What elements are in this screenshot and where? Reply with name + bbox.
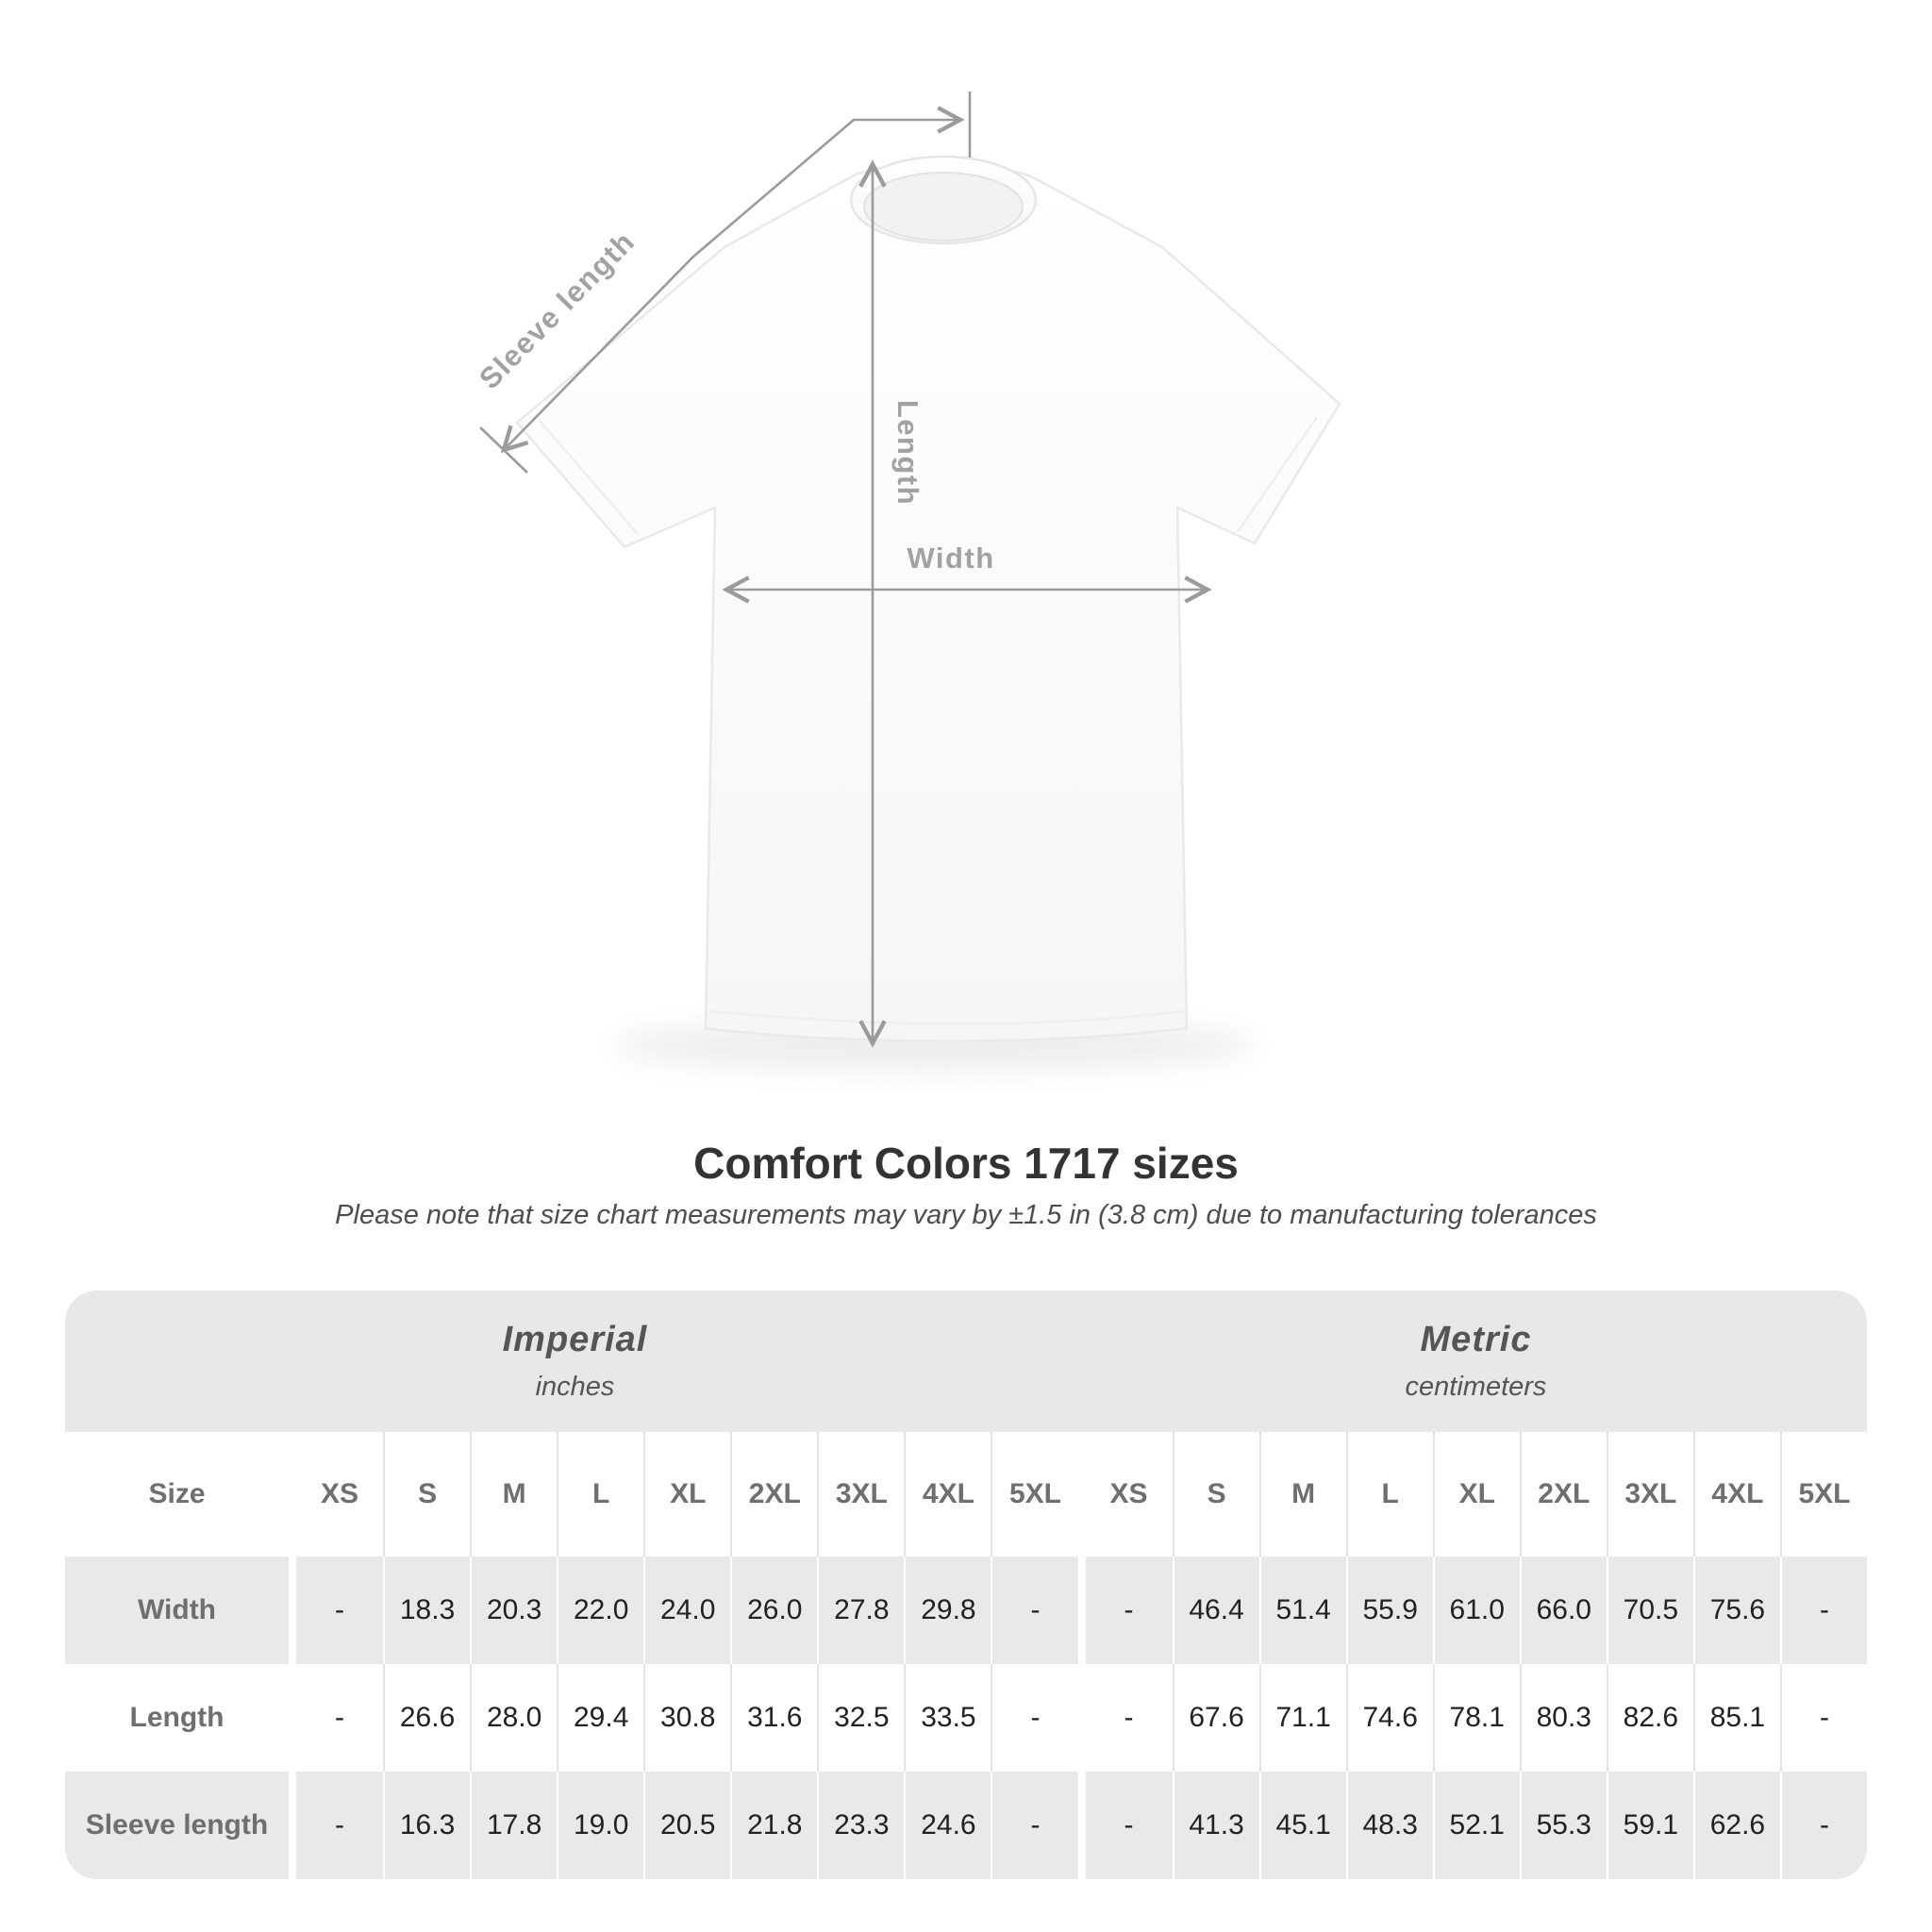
value-cell: 30.8	[643, 1664, 730, 1772]
value-cell: 33.5	[904, 1664, 991, 1772]
size-col-header: 2XL	[1520, 1432, 1607, 1557]
length-label: Length	[891, 399, 924, 507]
size-col-header: 5XL	[991, 1432, 1077, 1557]
value-cell: 24.0	[643, 1557, 730, 1664]
value-cell: -	[991, 1772, 1077, 1879]
value-cell: 71.1	[1259, 1664, 1346, 1772]
size-col-header: 4XL	[1693, 1432, 1780, 1557]
value-cell: 46.4	[1173, 1557, 1259, 1664]
imperial-title: Imperial	[502, 1320, 648, 1359]
value-cell: 29.4	[557, 1664, 643, 1772]
divider	[289, 1557, 296, 1664]
page-title: Comfort Colors 1717 sizes	[693, 1139, 1239, 1188]
value-cell: 22.0	[557, 1557, 643, 1664]
row-label-width: Width	[65, 1557, 289, 1664]
value-cell: 32.5	[817, 1664, 904, 1772]
value-cell: -	[991, 1557, 1077, 1664]
value-cell: 26.6	[383, 1664, 470, 1772]
value-cell: 29.8	[904, 1557, 991, 1664]
imperial-header	[65, 1291, 1085, 1432]
value-cell: 61.0	[1433, 1557, 1520, 1664]
value-cell: 45.1	[1259, 1772, 1346, 1879]
size-col-header: XS	[296, 1432, 383, 1557]
value-cell: 20.5	[643, 1772, 730, 1879]
unit-divider	[1078, 1772, 1086, 1879]
table-row-sleeve-length	[65, 1772, 1867, 1879]
size-col-header: S	[1173, 1432, 1259, 1557]
value-cell: 78.1	[1433, 1664, 1520, 1772]
size-header-row	[65, 1432, 1867, 1557]
value-cell: -	[1086, 1557, 1173, 1664]
value-cell: 74.6	[1346, 1664, 1433, 1772]
value-cell: 55.3	[1520, 1772, 1607, 1879]
size-col-header: M	[1259, 1432, 1346, 1557]
size-table	[65, 1291, 1867, 1879]
size-col-header: XL	[1433, 1432, 1520, 1557]
size-col-header: 2XL	[730, 1432, 817, 1557]
value-cell: -	[1780, 1664, 1867, 1772]
size-col-header: 4XL	[904, 1432, 991, 1557]
value-cell: 31.6	[730, 1664, 817, 1772]
value-cell: -	[296, 1557, 383, 1664]
metric-header	[1085, 1291, 1867, 1432]
tshirt-body	[517, 166, 1340, 1041]
value-cell: 16.3	[383, 1772, 470, 1879]
value-cell: 41.3	[1173, 1772, 1259, 1879]
value-cell: -	[296, 1664, 383, 1772]
table-row-width	[65, 1557, 1867, 1664]
value-cell: 20.3	[470, 1557, 557, 1664]
sleeve-length-label: Sleeve length	[473, 225, 641, 396]
value-cell: -	[1086, 1772, 1173, 1879]
value-cell: 62.6	[1693, 1772, 1780, 1879]
unit-divider	[1078, 1432, 1086, 1557]
row-label-length: Length	[65, 1664, 289, 1772]
width-label: Width	[907, 541, 995, 575]
size-col-header: L	[1346, 1432, 1433, 1557]
value-cell: 21.8	[730, 1772, 817, 1879]
value-cell: -	[1780, 1772, 1867, 1879]
tshirt-collar-inner	[864, 173, 1023, 241]
value-cell: 17.8	[470, 1772, 557, 1879]
size-col-header: 3XL	[1607, 1432, 1693, 1557]
value-cell: 66.0	[1520, 1557, 1607, 1664]
value-cell: -	[296, 1772, 383, 1879]
value-cell: 82.6	[1607, 1664, 1693, 1772]
metric-title: Metric	[1420, 1320, 1532, 1359]
divider	[289, 1772, 296, 1879]
value-cell: -	[1780, 1557, 1867, 1664]
value-cell: 26.0	[730, 1557, 817, 1664]
unit-header-band	[65, 1291, 1867, 1432]
size-col-header: 3XL	[817, 1432, 904, 1557]
value-cell: 55.9	[1346, 1557, 1433, 1664]
row-label-sleeve-length: Sleeve length	[65, 1772, 289, 1879]
unit-divider	[1078, 1557, 1086, 1664]
value-cell: 51.4	[1259, 1557, 1346, 1664]
value-cell: 80.3	[1520, 1664, 1607, 1772]
divider	[289, 1432, 296, 1557]
value-cell: 67.6	[1173, 1664, 1259, 1772]
value-cell: 19.0	[557, 1772, 643, 1879]
value-cell: 18.3	[383, 1557, 470, 1664]
value-cell: -	[1086, 1664, 1173, 1772]
value-cell: -	[991, 1664, 1077, 1772]
divider	[289, 1664, 296, 1772]
size-header-label: Size	[65, 1432, 289, 1557]
size-col-header: 5XL	[1780, 1432, 1867, 1557]
size-col-header: M	[470, 1432, 557, 1557]
unit-divider	[1078, 1664, 1086, 1772]
size-col-header: XS	[1086, 1432, 1173, 1557]
value-cell: 23.3	[817, 1772, 904, 1879]
value-cell: 52.1	[1433, 1772, 1520, 1879]
value-cell: 85.1	[1693, 1664, 1780, 1772]
table-row-length	[65, 1664, 1867, 1772]
size-col-header: XL	[643, 1432, 730, 1557]
value-cell: 70.5	[1607, 1557, 1693, 1664]
value-cell: 75.6	[1693, 1557, 1780, 1664]
metric-unit: centimeters	[1405, 1372, 1547, 1402]
value-cell: 24.6	[904, 1772, 991, 1879]
value-cell: 27.8	[817, 1557, 904, 1664]
size-col-header: L	[557, 1432, 643, 1557]
tolerance-note: Please note that size chart measurements may vary by ±1.5 in (3.8 cm) due to manufacturing tolerances	[335, 1200, 1597, 1230]
value-cell: 48.3	[1346, 1772, 1433, 1879]
imperial-unit: inches	[535, 1372, 615, 1402]
size-col-header: S	[383, 1432, 470, 1557]
value-cell: 59.1	[1607, 1772, 1693, 1879]
value-cell: 28.0	[470, 1664, 557, 1772]
